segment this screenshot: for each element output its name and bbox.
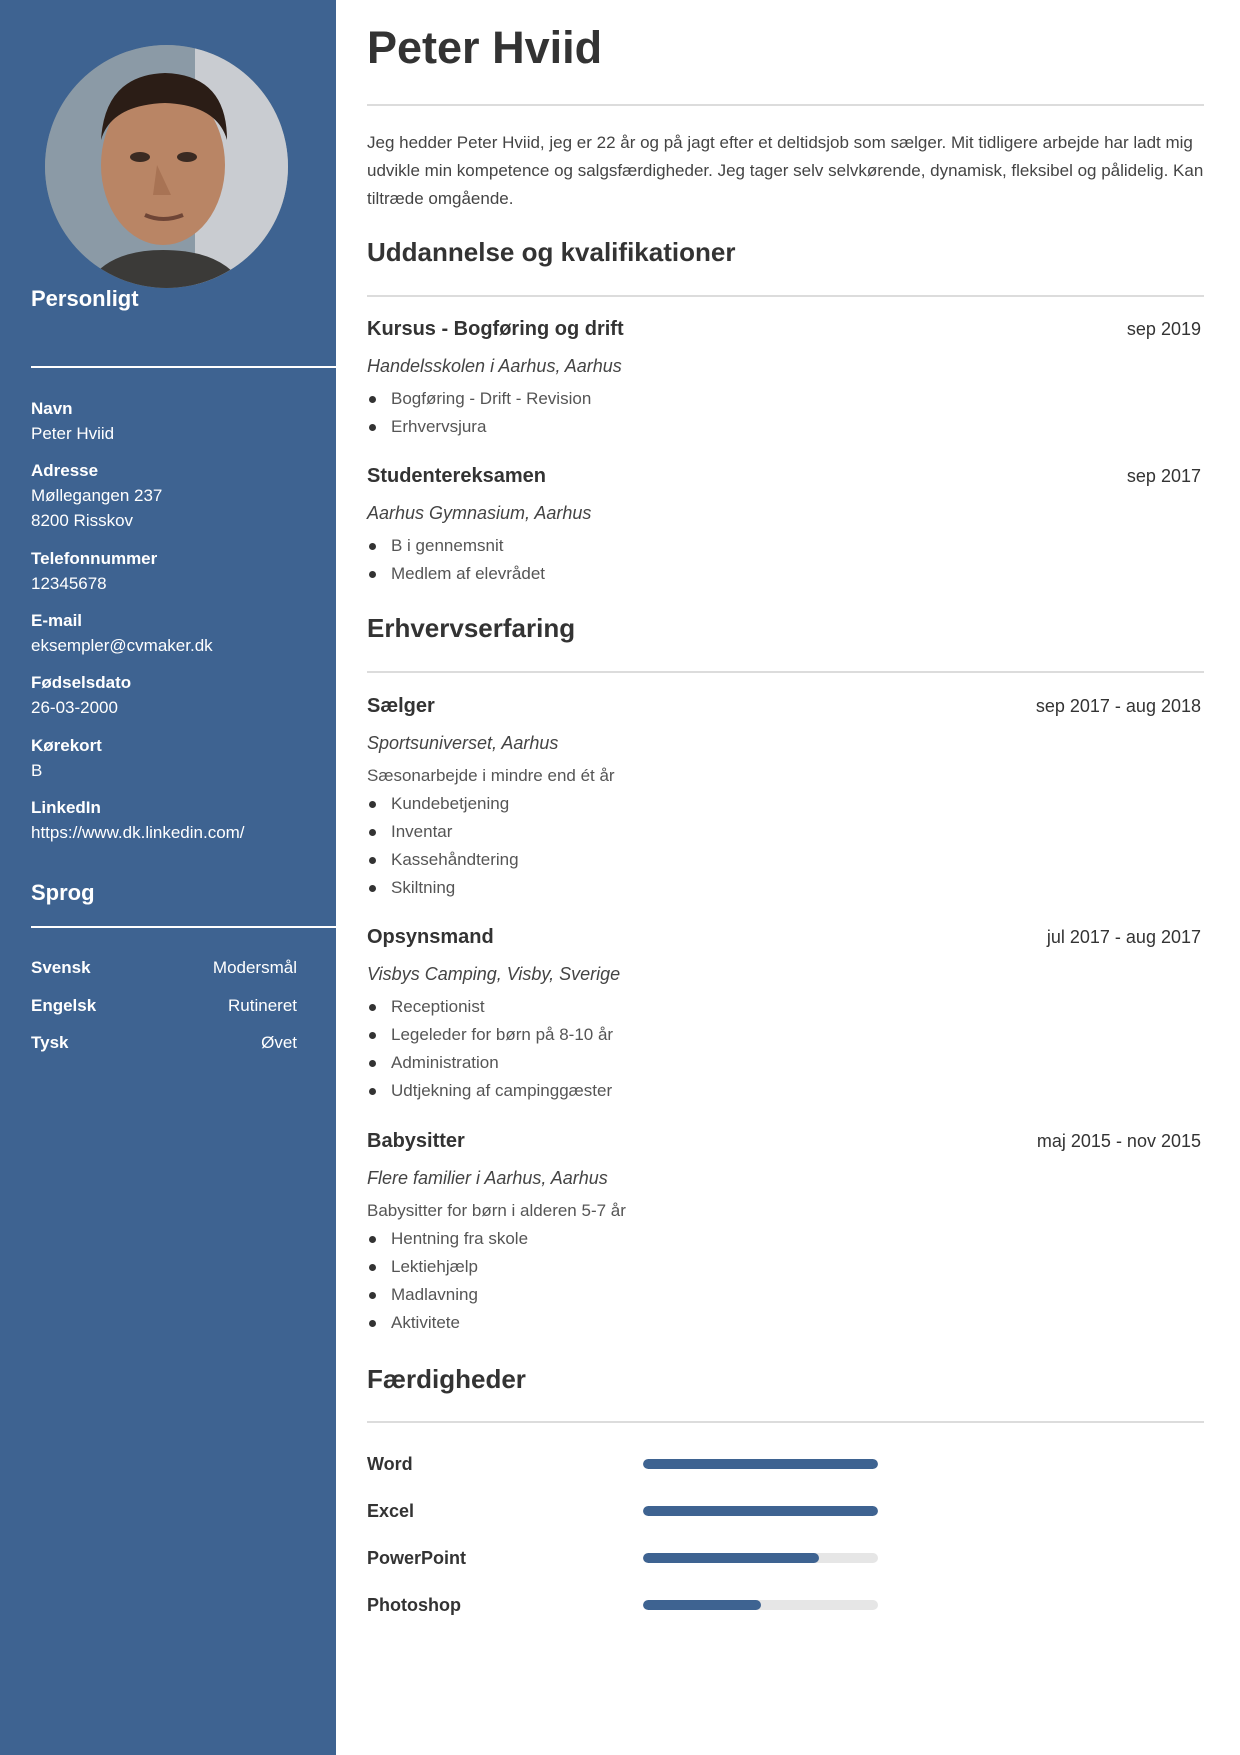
bullet-item: Bogføring - Drift - Revision [367, 385, 1204, 413]
entry-bullets [367, 993, 1204, 1105]
profile-photo [45, 45, 288, 288]
field-label: E-mail [31, 611, 83, 630]
education-divider [367, 295, 1204, 297]
skill-level-fill [643, 1600, 761, 1610]
skill-row [367, 1449, 1204, 1479]
skill-row [367, 1496, 1204, 1526]
bullet-item: Legeleder for børn på 8-10 år [367, 1021, 1204, 1049]
field-label: Telefonnummer [31, 549, 158, 568]
field-value: 26-03-2000 [31, 698, 118, 717]
entry-title: Opsynsmand [367, 926, 494, 948]
education-entry [367, 465, 1204, 588]
education-section-title: Uddannelse og kvalifikationer [367, 237, 736, 267]
entry-bullets [367, 1225, 1204, 1337]
field-value: Møllegangen 237 [31, 486, 163, 505]
bullet-item: Medlem af elevrådet [367, 560, 1204, 588]
language-level: Rutineret [228, 996, 297, 1015]
skill-level-bar [643, 1506, 878, 1516]
bullet-item: Administration [367, 1049, 1204, 1077]
field-label: Navn [31, 399, 73, 418]
entry-date: maj 2015 - nov 2015 [1036, 1131, 1201, 1151]
skill-name: Excel [367, 1501, 415, 1521]
field-label: Fødselsdato [31, 673, 132, 692]
field-linkedin [31, 796, 321, 845]
bullet-item: Kundebetjening [367, 790, 1204, 818]
entry-bullets [367, 385, 1204, 441]
skill-name: PowerPoint [367, 1548, 467, 1568]
language-name: Tysk [31, 1033, 69, 1052]
skill-level-bar [643, 1459, 878, 1469]
skill-level-fill [643, 1459, 878, 1469]
profile-summary: Jeg hedder Peter Hviid, jeg er 22 år og på jagt efter et deltidsjob som sælger. Mit tidligere arbejde har ladt mig udvikle min kompetence og salgsfærdigheder. Jeg tager selv selvkørende, dynamisk, fleksibel og pålidelig. Kan tiltræde omgående. [367, 133, 1204, 208]
entry-date: sep 2017 [1126, 466, 1201, 486]
language-level: Øvet [261, 1033, 297, 1052]
skills-section-title: Færdigheder [367, 1364, 526, 1394]
field-value-line2: 8200 Risskov [31, 511, 134, 530]
bullet-item: Madlavning [367, 1281, 1204, 1309]
field-name [31, 397, 321, 446]
experience-divider [367, 671, 1204, 673]
skill-name: Word [367, 1454, 413, 1474]
languages-section-title: Sprog [31, 880, 95, 905]
language-row [31, 956, 297, 980]
field-email [31, 609, 321, 658]
field-license [31, 734, 321, 783]
entry-description: Sæsonarbejde i mindre end ét år [367, 766, 615, 785]
entry-title: Sælger [367, 695, 435, 717]
entry-institution: Aarhus Gymnasium, Aarhus [367, 503, 592, 523]
entry-institution: Handelsskolen i Aarhus, Aarhus [367, 356, 622, 376]
entry-employer: Flere familier i Aarhus, Aarhus [367, 1168, 608, 1188]
entry-title: Kursus - Bogføring og drift [367, 318, 624, 340]
bullet-item: Skiltning [367, 874, 1204, 902]
bullet-item: Udtjekning af campinggæster [367, 1077, 1204, 1105]
experience-entry [367, 1130, 1204, 1337]
experience-entry [367, 926, 1204, 1105]
name-divider [367, 104, 1204, 106]
bullet-item: B i gennemsnit [367, 532, 1204, 560]
entry-bullets [367, 790, 1204, 902]
language-name: Engelsk [31, 996, 97, 1015]
language-row [31, 994, 297, 1018]
skill-level-fill [643, 1506, 878, 1516]
skills-divider [367, 1421, 1204, 1423]
entry-title: Babysitter [367, 1130, 465, 1152]
email-link[interactable]: eksempler@cvmaker.dk [31, 636, 213, 655]
personal-section-title: Personligt [31, 286, 139, 311]
bullet-item: Kassehåndtering [367, 846, 1204, 874]
entry-bullets [367, 532, 1204, 588]
entry-title: Studentereksamen [367, 465, 546, 487]
field-value: B [31, 761, 43, 780]
language-level: Modersmål [212, 958, 297, 977]
language-name: Svensk [31, 958, 91, 977]
experience-entry [367, 695, 1204, 902]
personal-divider [31, 366, 336, 368]
entry-employer: Sportsuniverset, Aarhus [367, 733, 559, 753]
field-phone [31, 547, 321, 596]
bullet-item: Lektiehjælp [367, 1253, 1204, 1281]
bullet-item: Erhvervsjura [367, 413, 1204, 441]
sidebar [0, 0, 336, 1755]
entry-date: sep 2019 [1126, 319, 1201, 339]
field-label: Kørekort [31, 736, 102, 755]
bullet-item: Hentning fra skole [367, 1225, 1204, 1253]
field-label: Adresse [31, 461, 99, 480]
skill-name: Photoshop [367, 1595, 461, 1615]
experience-section-title: Erhvervserfaring [367, 613, 576, 643]
field-label: LinkedIn [31, 798, 101, 817]
entry-date: sep 2017 - aug 2018 [1035, 696, 1201, 716]
field-address [31, 459, 321, 533]
entry-description: Babysitter for børn i alderen 5-7 år [367, 1201, 626, 1220]
linkedin-link[interactable]: https://www.dk.linkedin.com/ [31, 823, 245, 842]
field-value: 12345678 [31, 574, 107, 593]
bullet-item: Inventar [367, 818, 1204, 846]
field-value: Peter Hviid [31, 424, 115, 443]
bullet-item: Aktivitete [367, 1309, 1204, 1337]
skill-level-bar [643, 1553, 878, 1563]
candidate-name: Peter Hviid [367, 22, 603, 73]
field-birthdate [31, 671, 321, 720]
profile-photo-image [45, 45, 288, 288]
education-entry [367, 318, 1204, 441]
skill-row [367, 1543, 1204, 1573]
entry-employer: Visbys Camping, Visby, Sverige [367, 964, 621, 984]
bullet-item: Receptionist [367, 993, 1204, 1021]
skill-level-fill [643, 1553, 819, 1563]
skill-row [367, 1590, 1204, 1620]
languages-divider [31, 926, 336, 928]
entry-date: jul 2017 - aug 2017 [1046, 927, 1201, 947]
language-row [31, 1031, 297, 1055]
skill-level-bar [643, 1600, 878, 1610]
